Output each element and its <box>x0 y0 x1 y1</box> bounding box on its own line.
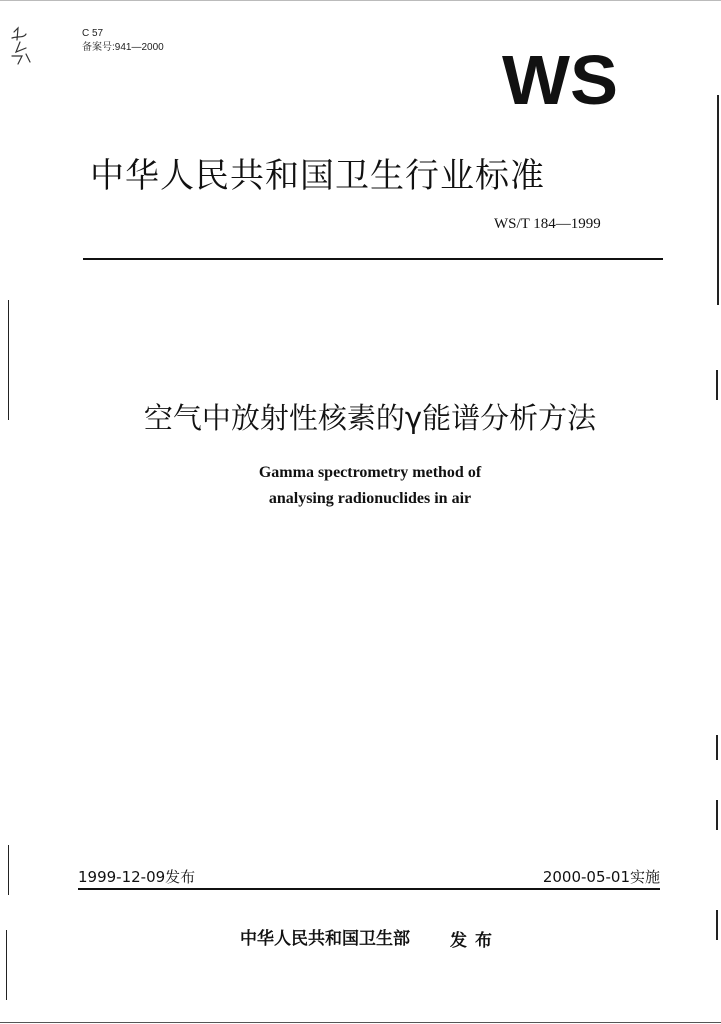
document-title-en-line: Gamma spectrometry method of <box>258 464 482 481</box>
scan-edge-left <box>8 845 9 895</box>
scan-edge-right <box>716 370 718 400</box>
scan-edge-right <box>716 800 718 830</box>
filing-number: 备案号:941—2000 <box>82 42 164 53</box>
scan-edge-right <box>717 95 719 305</box>
scan-edge-left <box>6 930 7 1000</box>
svg-text:WS: WS <box>502 44 618 110</box>
publisher-action: 发布 <box>450 931 500 951</box>
scan-edge-bottom <box>0 1022 721 1023</box>
document-title-cn: 空气中放射性核素的γ能谱分析方法 <box>143 401 597 435</box>
effective-date: 2000-05-01实施 <box>542 868 660 886</box>
publisher-name: 中华人民共和国卫生部 <box>240 929 410 949</box>
footer-divider <box>78 888 660 890</box>
scan-edge-top <box>0 0 721 1</box>
classification-code: C 57 <box>82 28 104 39</box>
header-divider <box>83 258 663 260</box>
standard-number: WS/T 184—1999 <box>494 216 601 232</box>
standard-type-title: 中华人民共和国卫生行业标准 <box>90 156 545 196</box>
handwritten-mark <box>8 26 38 66</box>
header-codes <box>82 27 164 55</box>
ws-logo <box>500 44 620 110</box>
issue-date: 1999-12-09发布 <box>78 868 196 886</box>
scan-edge-right <box>716 910 718 940</box>
document-title-en-line: analysing radionuclides in air <box>268 490 472 507</box>
scan-edge-left <box>8 300 9 420</box>
scan-edge-right <box>716 735 718 760</box>
document-title-en <box>150 460 590 512</box>
